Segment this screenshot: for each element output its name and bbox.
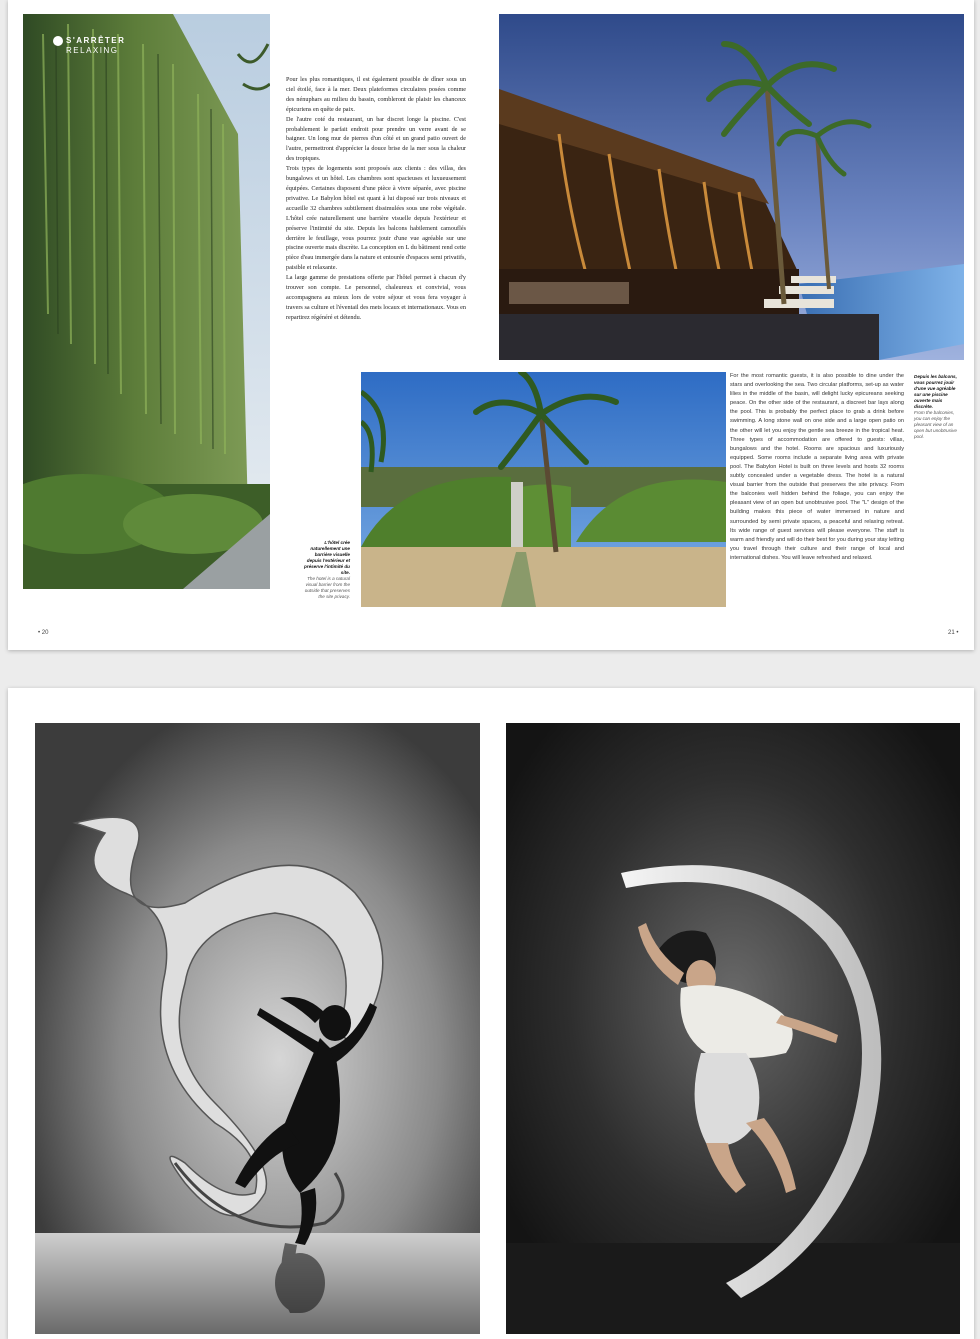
page-number-right: 21 • [948,630,959,636]
caption-french: Depuis les balcons, vous pourrez jouir d'une vue agréable sur une piscine ouverte mais discrète. [914,374,957,409]
green-roof-villas-photo [361,372,726,607]
magazine-spread-bottom [8,688,974,1339]
french-paragraph: Trois types de logements sont proposés aux clients : des villas, des bungalows et un hôtel. Les chambres sont spacieuses et luxueusement équipées. Certaines disposent d'une pièce à vivre séparée, avec piscine privative. Le Babylon hôtel est quant à lui disposé sur trois niveaux et accueille 32 chambres subtilement dissimulées sous une robe végétale. L'hôtel crée naturellement une barrière visuelle depuis l'extérieur et préserve l'intimité du site. Depuis les balcons habilement camouflés derrière le feuillage, vous pourrez jouir d'une vue agréable sur une piscine ouverte mais discrète. La conception en L du bâtiment rend cette pièce d'eau immergée dans la nature et entourée d'espaces semi privatifs, paisible et relaxante. [286,165,466,272]
section-tag [53,36,125,55]
poolside-restaurant-photo [499,14,964,360]
english-article-text [730,372,904,563]
photo-caption-left [302,540,350,600]
dancer-with-ribbon-photo [35,723,480,1334]
section-label-fr: S'ARRÊTER [66,36,126,46]
photo-caption-right [914,374,962,440]
caption-english: From the balconies, you can enjoy the pleasant view of an open but unobtrusive pool. [914,410,957,439]
french-paragraph: De l'autre coté du restaurant, un bar discret longe la piscine. C'est probablement le parfait endroit pour prendre un verre avant de se baigner. Un long mur de pierres d'un côté et un grand patio ouvert de l'autre, permettront d'apprécier la douce brise de la mer sous la chaleur des tropiques. [286,115,466,163]
caption-french: L'hôtel crée naturellement une barrière visuelle depuis l'extérieur et préserve l'intimité du site. [303,540,350,575]
dancer-with-arc-photo [506,723,960,1334]
english-paragraph: For the most romantic guests, it is also possible to dine under the stars and overlooking the sea. Two circular platforms, set-up as water lilies in the middle of the basin, will delight lucky epicureans seeking peace. On the other side of the restaurant, a discreet bar lays along the pool. This is probably the perfect place to grab a drink before swimming. A long stone wall on one side and a large open patio on the other will let you enjoy the gentle sea breeze in the tropical heat. Three types of accommodation are offered to guests: villas, bungalows and the hotel. Rooms are spacious and luxuriously equipped. Some rooms include a separate living area with private pool. The Babylon Hotel is built on three levels and hosts 32 rooms subtly concealed under a vegetable dress. The hotel is a natural visual barrier from the outside that preserves the site privacy. From the balconies well hidden behind the foliage, you can enjoy the pleasant view of an open but unobtrusive pool. The "L" design of the building makes this piece of water immersed in nature and surrounded by semi private spaces, a peaceful and relaxing retreat. Its wide range of guest services will please everyone. The staff is warm and friendly and will do their best for you during your stay letting you travel through their culture and their range of local and international dishes. You will leave refreshed and relaxed. [730,373,904,561]
french-article-text [286,75,466,323]
french-paragraph: La large gamme de prestations offerte par l'hôtel permet à chacun d'y trouver son compte. Le personnel, chaleureux et convivial, vous accompagnera au mieux lors de votre séjour et vous fera voyager à travers sa culture et l'éventail des mets locaux et internationaux. Vous en repartirez régénéré et détendu. [286,274,466,321]
section-label-en: RELAXING [66,46,119,55]
caption-english: The hotel is a natural visual barrier from the outside that preserves the site privacy. [304,576,350,599]
green-wall-photo [23,14,270,589]
section-bullet-icon [53,36,63,46]
french-paragraph: Pour les plus romantiques, il est également possible de dîner sous un ciel étoilé, face à la mer. Deux plateformes circulaires posées comme des nénuphars au milieu du bassin, combleront de plaisir les chanceux épicuriens en quête de paix. [286,76,466,113]
page-number-left: • 20 [38,630,49,636]
magazine-spread-top [8,0,974,650]
